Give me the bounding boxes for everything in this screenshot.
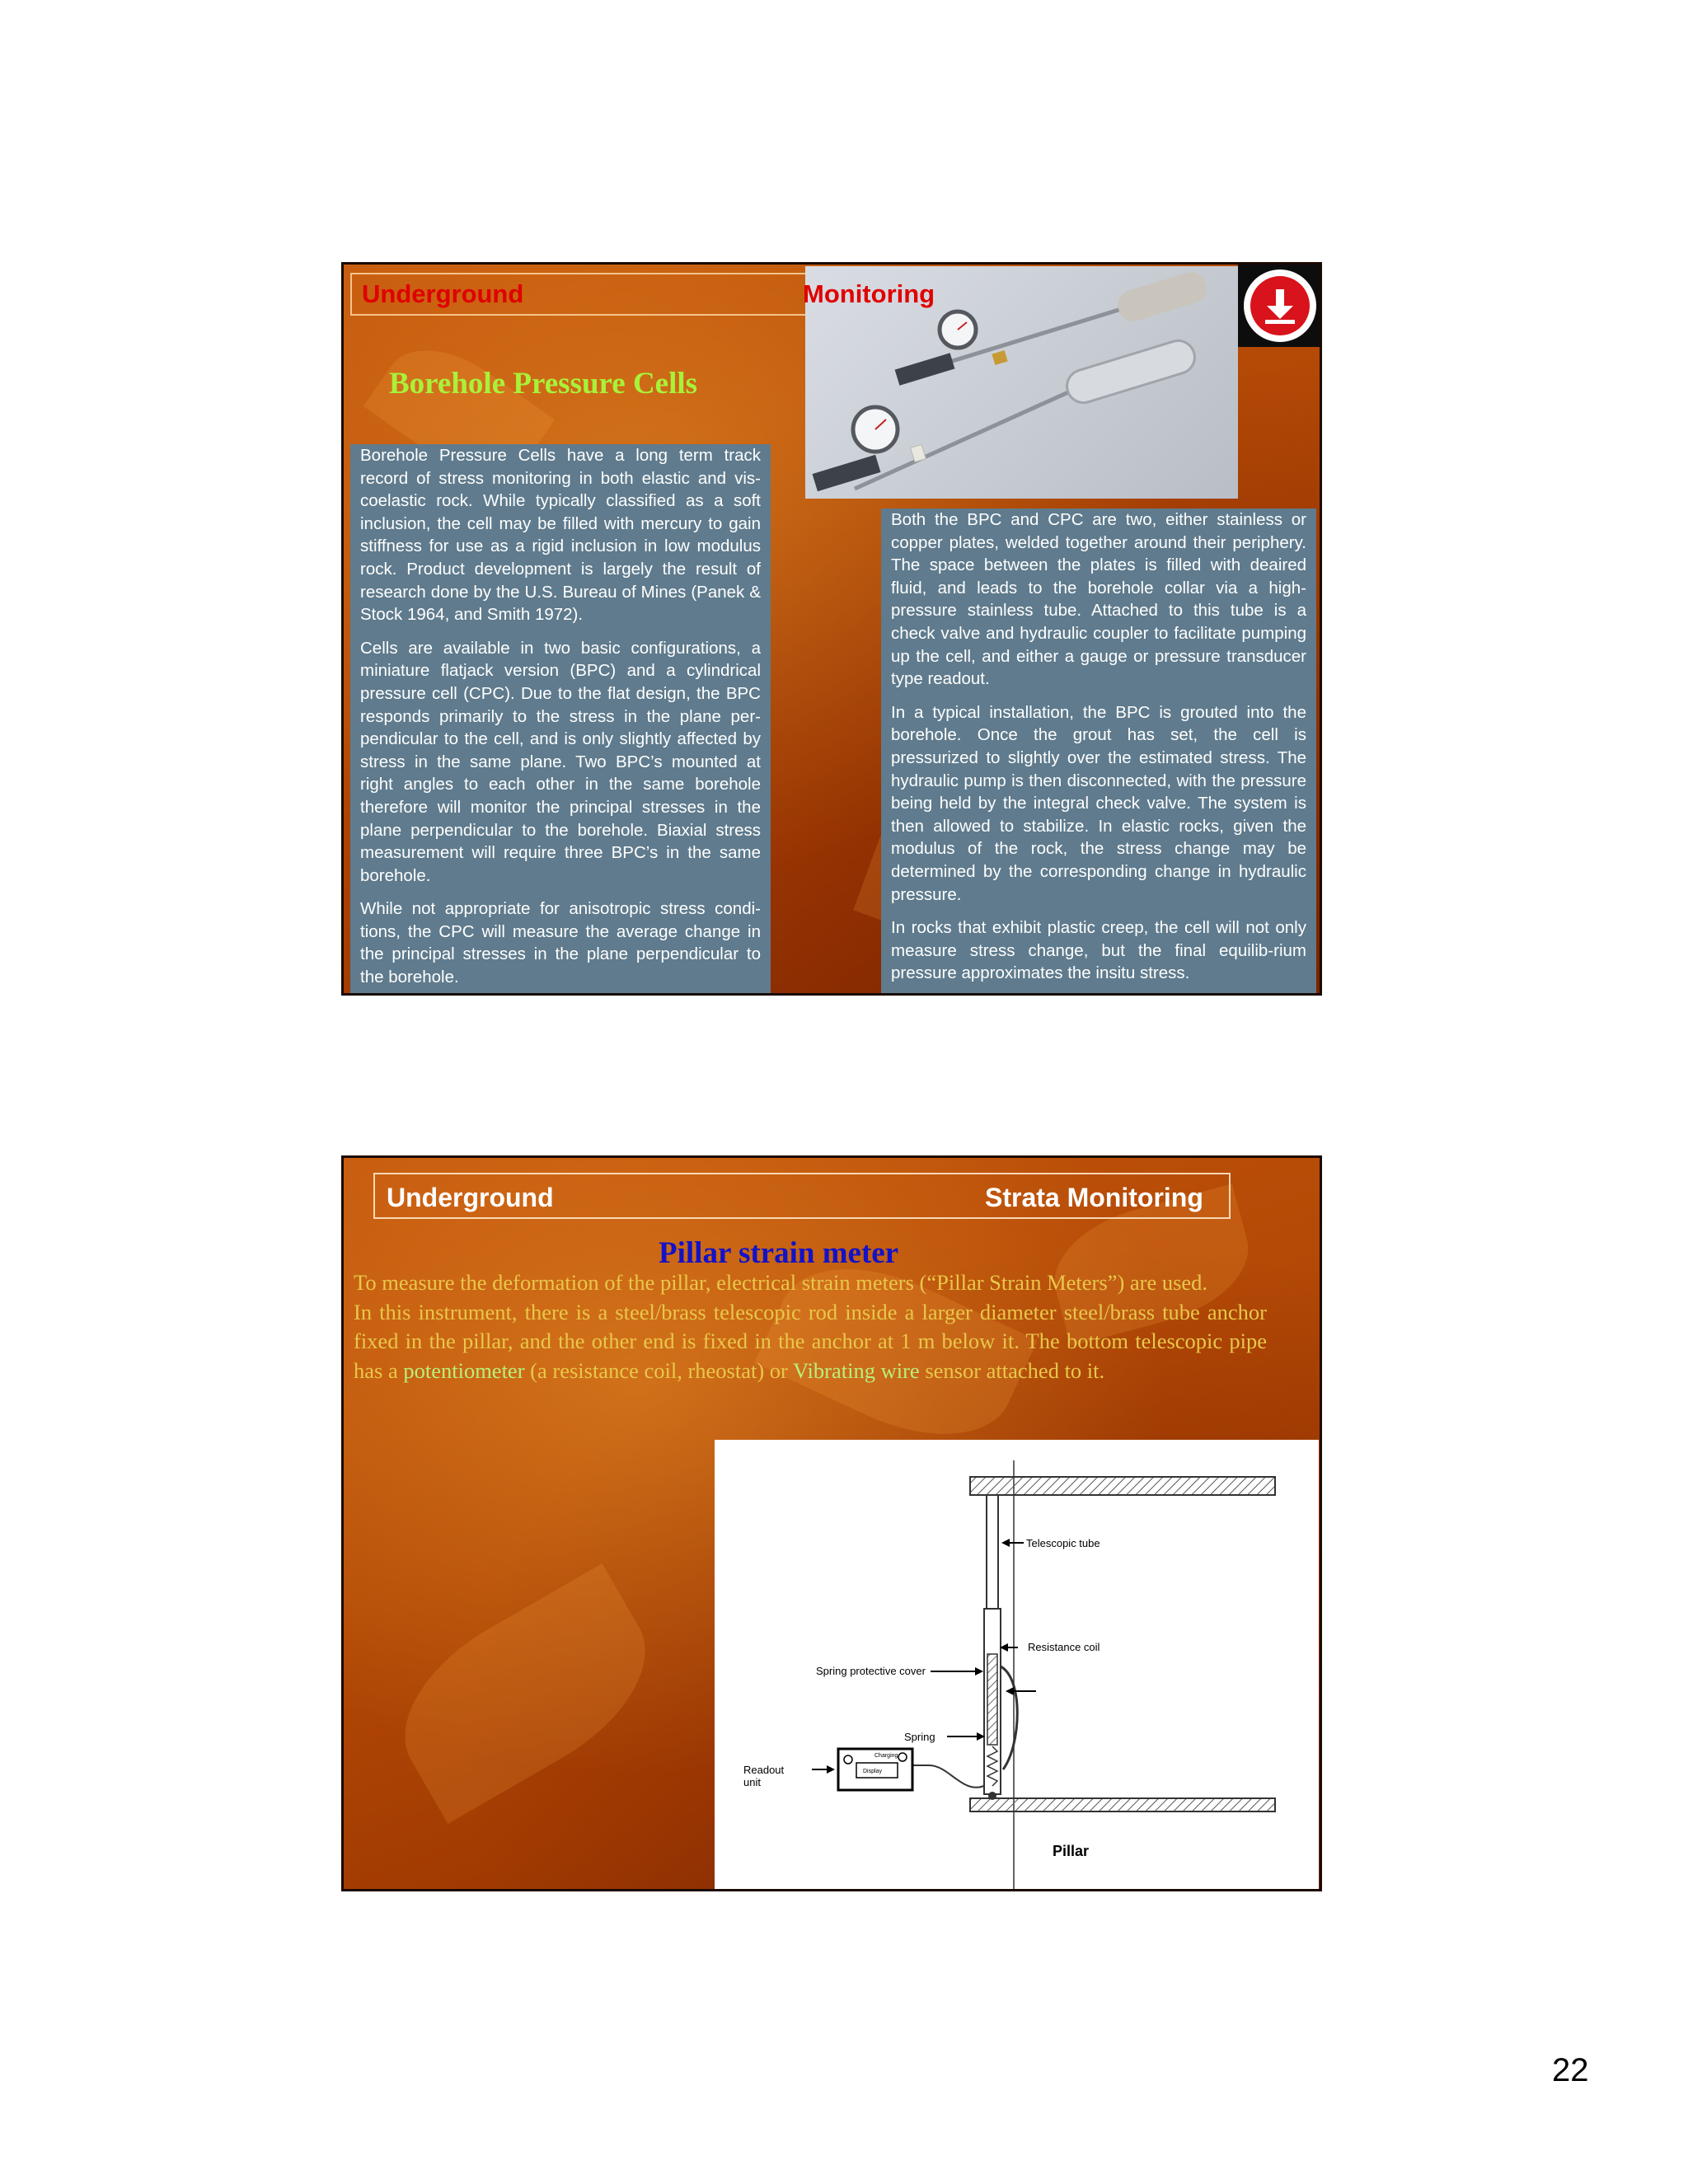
highlight-vibrating-wire: Vibrating wire xyxy=(793,1357,920,1383)
coil-lead-arrow xyxy=(1006,1687,1036,1695)
resistance-coil-label: Resistance coil xyxy=(1028,1641,1100,1653)
readout-label: Readout xyxy=(743,1764,785,1776)
paragraph: Borehole Pressure Cells have a long term track record of stress monitoring in both elastic and vis-coelastic rock. While typically classified as a soft inclusion, the cell may be filled with mercury to gain stiffness for use as a rigid inclusion in low modulus rock. Product development is largely the result of research done by the U.S. Bureau of Mines (Panek & Stock 1964, and Smith 1972). xyxy=(360,446,761,625)
slide-title: Borehole Pressure Cells xyxy=(389,367,698,401)
telescopic-tube-label: Telescopic tube xyxy=(1026,1537,1100,1549)
label-readout-unit xyxy=(743,1764,835,1788)
pillar-label: Pillar xyxy=(1053,1843,1090,1859)
right-text-box xyxy=(881,509,1316,996)
pillar-strain-meter-diagram xyxy=(715,1440,1319,1891)
highlight-potentiometer: potentiometer xyxy=(403,1357,525,1383)
logo-disc xyxy=(1250,276,1310,335)
paragraph xyxy=(354,1298,1267,1386)
body-text-segment: In this instrument, there is a steel/brass telescopic rod inside a larger diameter steel/brass tube anchor fixed in the pillar, and the other end is fixed in the anchor at 1 m below it. The bottom telescopic pipe has a xyxy=(354,1299,1267,1383)
paragraph: In a typical installation, the BPC is grouted into the borehole. Once the grout has set, the cell is pressurized to slightly over the estimated stress. The hydraulic pump is then disconnected, with the pressure being held by the integral check valve. The system is then allowed to stabilize. In elastic rocks, given the modulus of the rock, the stress change may be determined by the corresponding change in hydraulic pressure. xyxy=(891,702,1306,904)
header-right-label: Monitoring xyxy=(803,279,935,308)
header-left-label: Underground xyxy=(387,1183,554,1212)
paragraph: In rocks that exhibit plastic creep, the cell will not only measure stress change, but the final equilib-rium pressure approximates the insitu stress. xyxy=(891,918,1306,983)
slide-title: Pillar strain meter xyxy=(659,1236,899,1270)
logo-ring xyxy=(1244,269,1316,342)
spring-label: Spring xyxy=(904,1731,935,1743)
spring-cover-label: Spring protective cover xyxy=(816,1665,926,1677)
strain-meter-schematic xyxy=(715,1440,1319,1891)
paragraph: While not appropriate for anisotropic stress condi-tions, the CPC will measure the average change in the principal stresses in the plane perpendicular to the borehole. xyxy=(360,899,761,987)
charging-label: Charging xyxy=(874,1753,898,1759)
display-label: Display xyxy=(863,1769,882,1774)
header-right-label: Strata Monitoring xyxy=(985,1183,1203,1212)
label-telescopic-tube xyxy=(1001,1537,1100,1549)
left-text-box xyxy=(350,444,771,996)
slide-pillar-strain-meter xyxy=(341,1155,1322,1891)
paragraph: Cells are available in two basic configurations, a miniature flatjack version (BPC) and a cylindrical pressure cell (CPC). Due to the flat design, the BPC responds primarily to the stress in the plane per-pendicular to the cell, and is only slightly affected by stress in the same plane. Two BPC’s mounted at right angles to each other in the same borehole therefore will monitor the principal stresses in the plane perpendicular to the borehole. Biaxial stress measurement will require three BPC’s in the same borehole. xyxy=(360,638,761,885)
label-spring xyxy=(904,1731,985,1743)
slide-borehole-pressure-cells xyxy=(341,262,1322,996)
label-resistance-coil xyxy=(1000,1641,1100,1653)
background-leaf xyxy=(373,1563,676,1824)
body-text xyxy=(354,1268,1267,1385)
page-number: 22 xyxy=(1552,2052,1589,2088)
unit-label: unit xyxy=(743,1776,761,1788)
down-arrow-icon xyxy=(1260,286,1300,326)
readout-unit xyxy=(838,1749,912,1790)
body-text-segment: sensor attached to it. xyxy=(919,1357,1105,1383)
logo xyxy=(1238,265,1322,347)
paragraph: Both the BPC and CPC are two, either stainless or copper plates, welded together around their periphery. The space between the plates is filled with deaired fluid, and leads to the borehole collar via a high-pressure stainless tube. Attached to this tube is a check valve and hydraulic coupler to facilitate pumping up the cell, and either a gauge or pressure transducer type readout. xyxy=(891,510,1306,689)
header-left-label: Underground xyxy=(362,279,524,308)
body-text-segment: (a resistance coil, rheostat) or xyxy=(524,1357,794,1383)
label-spring-protective-cover xyxy=(816,1665,983,1677)
paragraph: To measure the deformation of the pillar, electrical strain meters (“Pillar Strain Meters”) are used. xyxy=(354,1270,1208,1295)
